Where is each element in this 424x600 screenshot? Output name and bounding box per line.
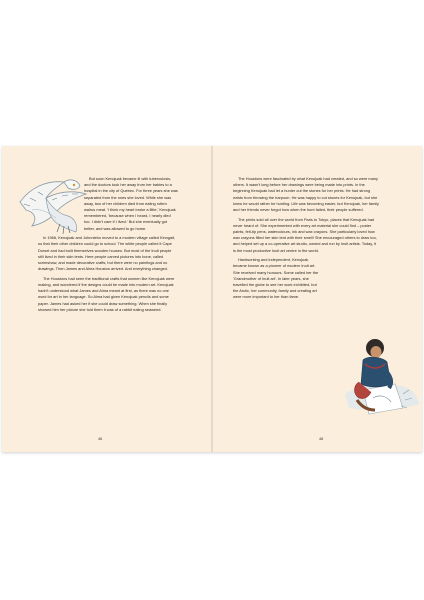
left-paragraph-2: In 1966, Kenojuak and Johnniebo moved to a modern village called Kinngait, so that their other children could go to school. The white people called it Cape Dorset and had built themselves wooden houses. But most of the Inuit people still lived in their skin tents. Here people carved pictures into bone, called scrimshaw, and made decorative crafts; but there were no paintings and no drawings. Then James and Alma Houston arrived. And everything changed. — [38, 235, 176, 272]
book-spread — [2, 146, 422, 452]
left-page-number: 46 — [98, 437, 103, 441]
left-page-text — [38, 176, 178, 316]
owl-text-wrap — [38, 176, 84, 232]
right-paragraph-1: The Houstons were fascinated by what Kenojuak had created, and so were many others. It wasn't long before her drawings were being made into prints. In the beginning Kenojuak had let a hunter cut the stones for her prints. He had strong wrists from throwing the harpoon. He was happy to cut stones for Kenojuak, but she knew he would rather be hunting. Life was becoming easier, but Kenojuak, her family and her friends never forgot how when the hunt failed, their people suffered. — [233, 176, 379, 213]
right-page-text — [233, 176, 379, 343]
right-page-number: 48 — [319, 437, 324, 441]
left-paragraph-1: But soon Kenojuak became ill with tuberculosis, and the doctors took her away from her babies to a hospital in the city of Quebec. For three years she was separated from the ones she loved. While she was away, two of her children died from eating rotten walrus meat. 'I think my heart broke a little,' Kenojuak remembered, 'because when I heard, I nearly died too. I didn't care if I lived.' But she eventually got better, and was allowed to go home. — [84, 176, 178, 231]
right-page — [213, 146, 422, 452]
children-drawing-illustration-icon — [341, 324, 421, 424]
left-paragraph-3: The Houstons had seen the traditional crafts that women like Kenojuak were making, and wondered if the designs could be made into modern art. Kenojuak hadn't understood what James and Alma meant at first, as there was no one word for art in her language. So Alma had given Kenojuak pencils and some paper. James had asked her if she could draw something. When she finally showed him her picture she told them it was of a rabbit eating seaweed. — [38, 275, 175, 312]
left-page — [2, 146, 211, 452]
right-paragraph-2: The prints sold all over the world from Paris to Tokyo, places that Kenojuak had never heard of. She experimented with every art material she could find – poster paints, felt-tip pens, watercolours, ink and wax crayons. She particularly loved how wax crayons filled her skin tent with their smell! She encouraged others to draw too, and helped set up a co-operative art studio, owned and run by Inuit artists. Today, it is the most productive Inuit art centre in the world. — [233, 216, 377, 253]
right-paragraph-3: Hardworking and independent, Kenojuak became known as a pioneer of modern Inuit art. She received many honours. Some called her the 'Grandmother of Inuit art'. In later years, she travelled the globe to see her work exhibited, but the Arctic, her community, family and creating art were more important to her than fame. — [233, 257, 319, 300]
